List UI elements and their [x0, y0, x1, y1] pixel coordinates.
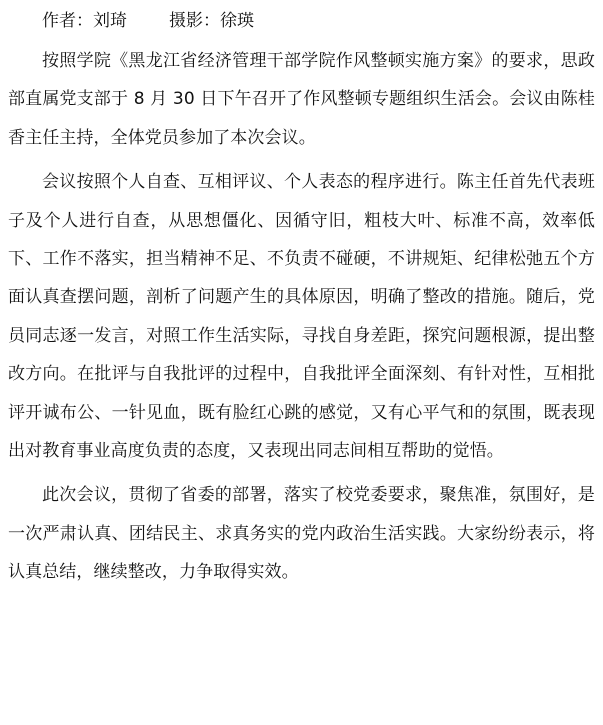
author-label: 作者： — [42, 11, 93, 31]
paragraph-3: 此次会议，贯彻了省委的部署，落实了校党委要求，聚焦准，氛围好，是一次严肃认真、团结民主、求真务实的党内政治生活实践。大家纷纷表示，将认真总结，继续整改，力争取得实效。 — [8, 485, 595, 583]
paragraph-2: 会议按照个人自查、互相评议、个人表态的程序进行。陈主任首先代表班子及个人进行自查，从思想僵化、因循守旧，粗枝大叶、标准不高，效率低下、工作不落实，担当精神不足、不负责不碰硬，不讲规矩、纪律松弛五个方面认真查摆问题，剖析了问题产生的具体原因，明确了整改的措施。随后，党员同志逐一发言，对照工作生活实际，寻找自身差距，探究问题根源，提出整改方向。在批评与自我批评的过程中，自我批评全面深刻、有针对性，互相批评开诚布公、一针见血，既有脸红心跳的感觉，又有心平气和的氛围，既表现出对教育事业高度负责的态度，又表现出同志间相互帮助的觉悟。 — [8, 172, 595, 462]
photographer-name: 徐瑛 — [220, 11, 254, 31]
photo-label: 摄影： — [169, 11, 220, 31]
byline — [8, 6, 595, 36]
paragraph-1: 按照学院《黑龙江省经济管理干部学院作风整顿实施方案》的要求，思政部直属党支部于 8 月 30 日下午召开了作风整顿专题组织生活会。会议由陈桂香主任主持，全体党员参加了本次会议。 — [8, 51, 595, 148]
author-name: 刘琦 — [93, 11, 127, 31]
